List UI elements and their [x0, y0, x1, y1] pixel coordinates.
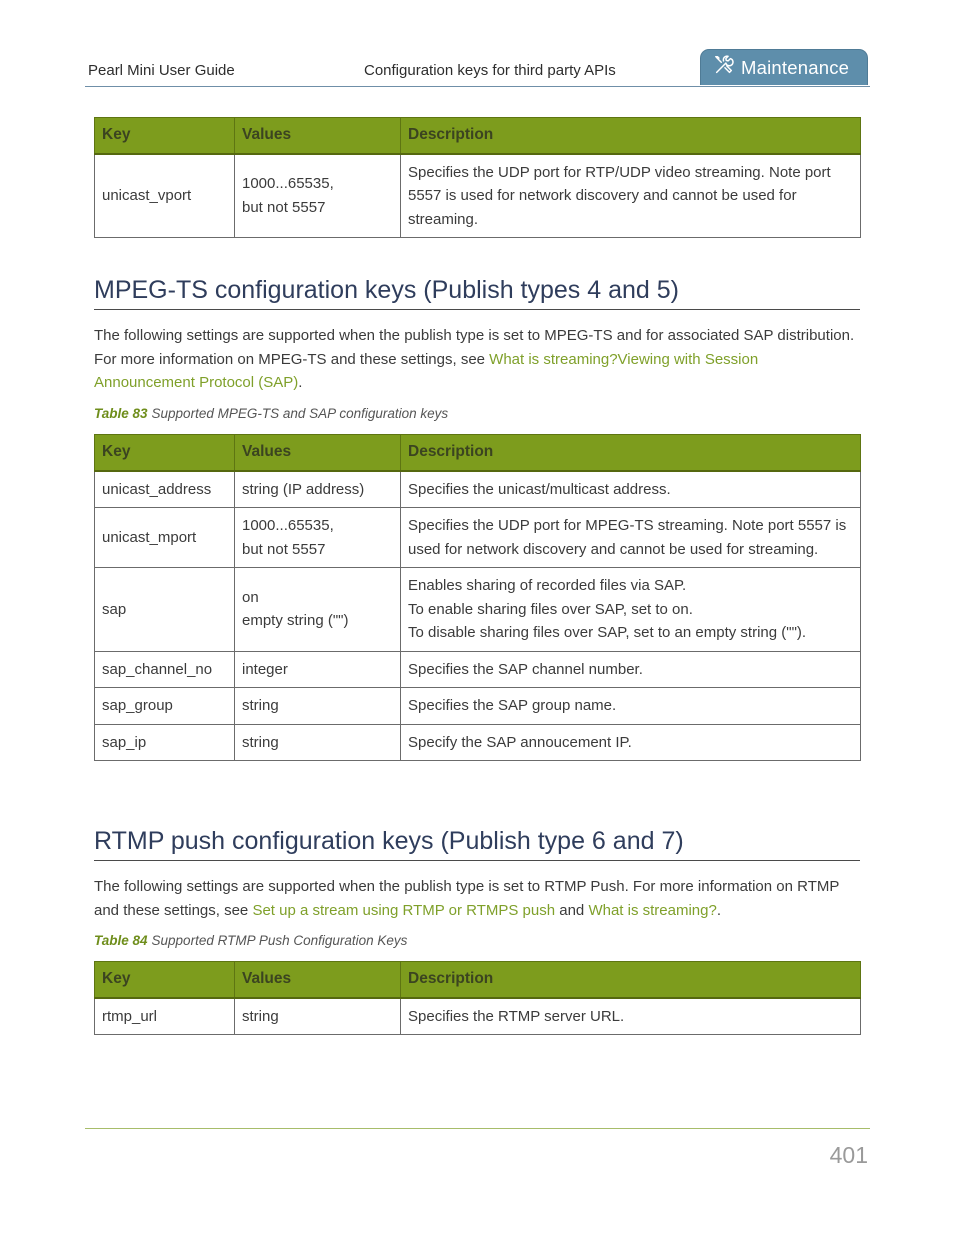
column-header-values: Values: [235, 118, 401, 154]
intro-end: .: [716, 901, 722, 919]
cell-description-line: Specifies the SAP group name.: [408, 697, 617, 714]
cell-description-line: To enable sharing files over SAP, set to on.: [408, 600, 693, 618]
intro-end: .: [298, 374, 303, 391]
table-row: [95, 154, 861, 238]
column-header-description: Description: [401, 962, 861, 998]
mpegts-intro-paragraph: [94, 324, 860, 395]
cell-values-line: but not 5557: [242, 198, 326, 216]
table-row: [95, 688, 861, 725]
rtmp-intro-paragraph: [94, 875, 860, 922]
cell-description-line: Specifies the UDP port for MPEG-TS streaming. Note port 5557 is used for network discovery and cannot be used for streaming.: [408, 517, 847, 558]
cell-values-line: 1000...65535,: [242, 517, 334, 534]
cell-key: rtmp_url: [95, 998, 235, 1035]
sap-streaming-link[interactable]: What is streaming?Viewing with Session Announcement Protocol (SAP): [94, 350, 759, 391]
cell-key: unicast_address: [95, 471, 235, 508]
chapter-tab[interactable]: [700, 49, 868, 85]
cell-description-line: Enables sharing of recorded files via SAP.: [408, 577, 687, 594]
page-number: 401: [829, 1142, 868, 1168]
column-header-key: Key: [95, 435, 235, 471]
cell-values-line: string (IP address): [242, 480, 365, 498]
cell-values: [235, 688, 401, 725]
continued-config-table: [94, 117, 861, 238]
cell-description: [401, 688, 861, 725]
document-title: Pearl Mini User Guide: [88, 62, 235, 79]
cell-values: [235, 724, 401, 761]
cell-description-line: To disable sharing files over SAP, set to an empty string ("").: [408, 624, 807, 641]
cell-description: [401, 568, 861, 652]
cell-key: sap: [95, 568, 235, 652]
cell-values-line: string: [242, 733, 279, 751]
rtmp-setup-link[interactable]: Set up a stream using RTMP or RTMPS push: [252, 901, 556, 919]
caption-text: Supported RTMP Push Configuration Keys: [151, 933, 408, 948]
cell-values: [235, 508, 401, 568]
chapter-tab-label: Maintenance: [741, 56, 850, 78]
column-header-description: Description: [401, 118, 861, 154]
cell-values-line: empty string (""): [242, 612, 349, 630]
cell-description: [401, 471, 861, 508]
column-header-values: Values: [235, 962, 401, 998]
table-row: [95, 568, 861, 652]
cell-description-line: Specifies the SAP channel number.: [408, 660, 643, 678]
tools-icon: [713, 54, 735, 81]
cell-key: sap_channel_no: [95, 651, 235, 688]
cell-key: sap_ip: [95, 724, 235, 761]
cell-values: [235, 471, 401, 508]
cell-values-line: string: [242, 697, 279, 714]
cell-values-line: string: [242, 1007, 279, 1025]
footer-divider: [85, 1128, 870, 1129]
cell-values-line: integer: [242, 660, 288, 678]
cell-values: [235, 998, 401, 1035]
cell-key: unicast_vport: [95, 154, 235, 238]
cell-values: [235, 651, 401, 688]
section-heading-mpegts: MPEG-TS configuration keys (Publish types 4 and 5): [94, 276, 860, 310]
cell-description: [401, 651, 861, 688]
running-section-title: Configuration keys for third party APIs: [364, 62, 616, 79]
column-header-key: Key: [95, 118, 235, 154]
cell-values: [235, 568, 401, 652]
what-is-streaming-link[interactable]: What is streaming?: [588, 901, 717, 919]
column-header-values: Values: [235, 435, 401, 471]
table-header-row: [95, 118, 861, 154]
table-header-row: [95, 435, 861, 471]
table-header-row: [95, 962, 861, 998]
section-heading-rtmp: RTMP push configuration keys (Publish type 6 and 7): [94, 827, 860, 861]
mpegts-config-table: [94, 434, 861, 761]
cell-key: unicast_mport: [95, 508, 235, 568]
cell-key: sap_group: [95, 688, 235, 725]
caption-number: Table 83: [94, 406, 148, 421]
table-row: [95, 998, 861, 1035]
header-divider: [85, 86, 870, 87]
caption-text: Supported MPEG-TS and SAP configuration keys: [151, 406, 449, 421]
cell-values-line: 1000...65535,: [242, 175, 334, 193]
cell-values-line: but not 5557: [242, 540, 326, 558]
intro-mid: and: [555, 901, 589, 919]
cell-description-line: Specifies the UDP port for RTP/UDP video streaming. Note port 5557 is used for network discovery and cannot be used for streaming.: [408, 163, 831, 228]
intro-text: The following settings are supported when the publish type is set to RTMP Push. For more information on RTMP and these settings, see: [94, 878, 840, 919]
table-row: [95, 508, 861, 568]
cell-description: [401, 154, 861, 238]
cell-description-line: Specifies the RTMP server URL.: [408, 1007, 625, 1025]
column-header-key: Key: [95, 962, 235, 998]
table-row: [95, 471, 861, 508]
cell-description-line: Specify the SAP annoucement IP.: [408, 733, 632, 751]
rtmp-config-table: [94, 961, 861, 1035]
table-row: [95, 651, 861, 688]
cell-description-line: Specifies the unicast/multicast address.: [408, 480, 671, 498]
cell-description: [401, 998, 861, 1035]
table-row: [95, 724, 861, 761]
table-caption-83: [94, 406, 448, 421]
table-caption-84: [94, 933, 407, 948]
cell-values-line: on: [242, 588, 259, 606]
cell-description: [401, 724, 861, 761]
cell-description: [401, 508, 861, 568]
column-header-description: Description: [401, 435, 861, 471]
intro-text: The following settings are supported when the publish type is set to MPEG-TS and for associated SAP distribution. For more information on MPEG-TS and these settings, see: [94, 327, 855, 368]
cell-values: [235, 154, 401, 238]
caption-number: Table 84: [94, 933, 148, 948]
